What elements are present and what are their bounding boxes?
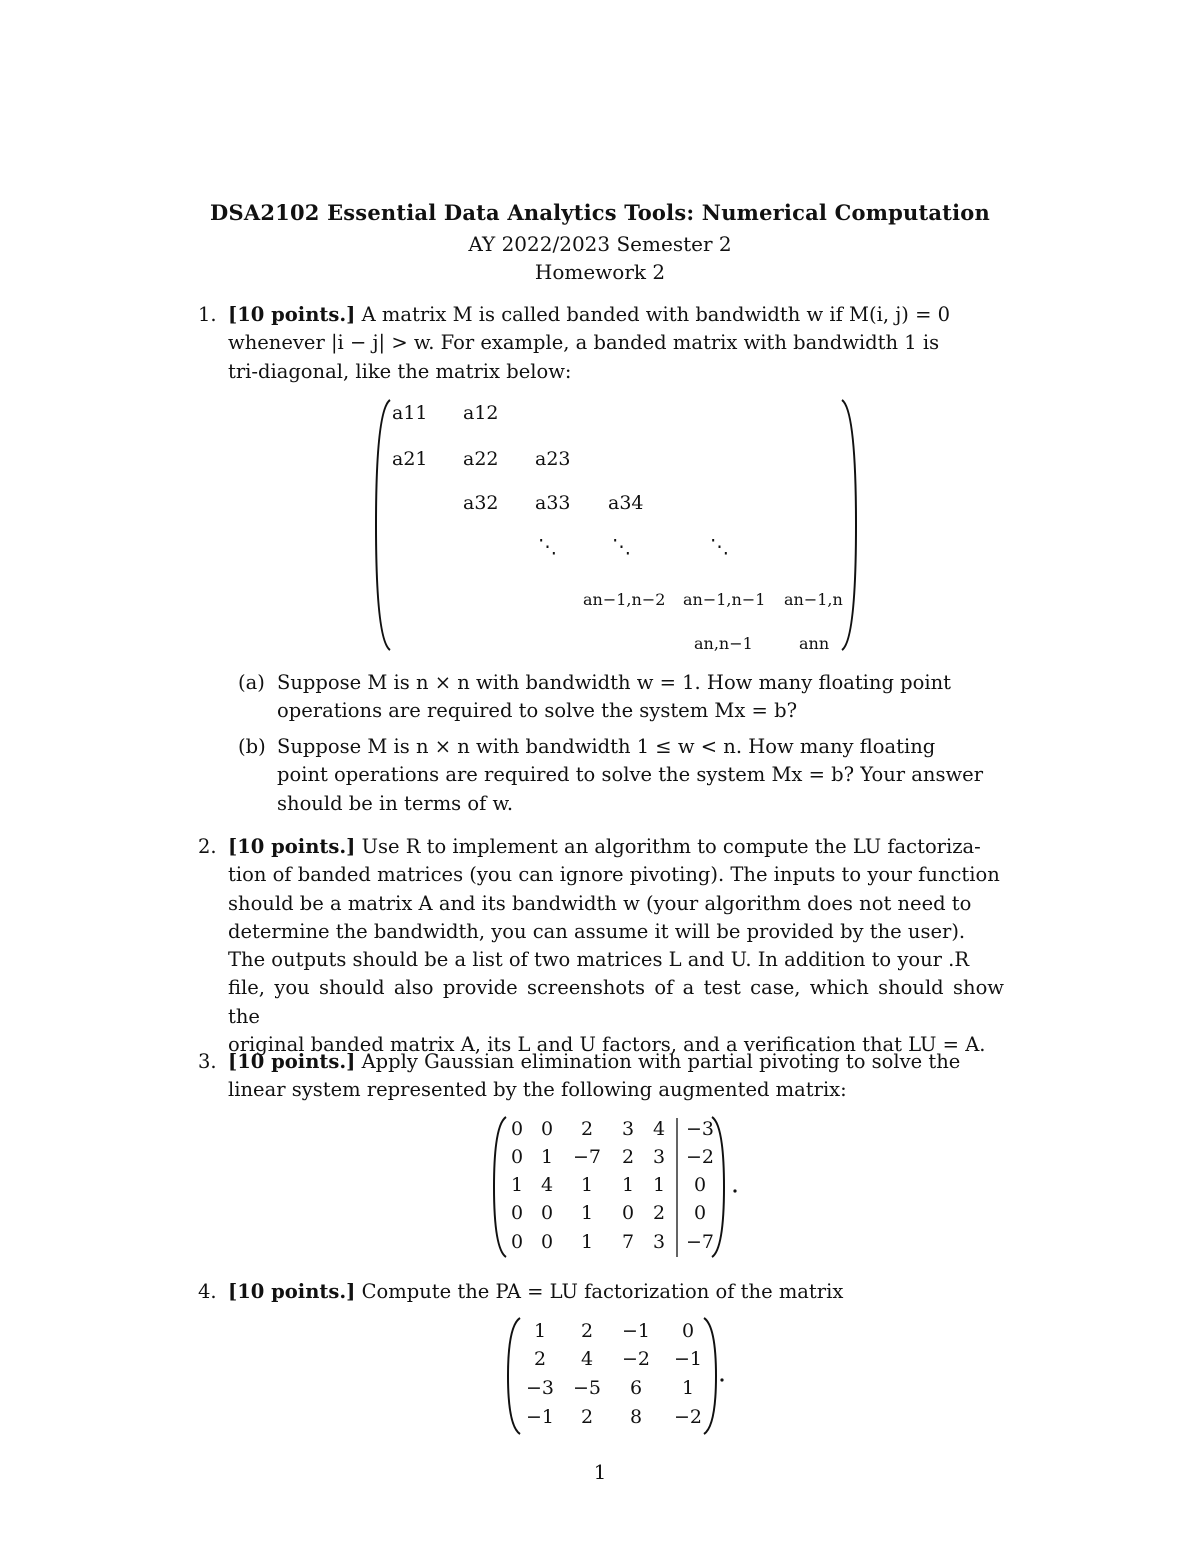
matrix-entry: 0 <box>693 1174 707 1196</box>
right-paren <box>704 1318 716 1434</box>
matrix-entry: −7 <box>572 1146 602 1168</box>
matrix-entry: ann <box>799 634 830 653</box>
text-line: Apply Gaussian elimination with partial pivoting to solve the <box>361 1050 961 1073</box>
text-line: determine the bandwidth, you can assume it will be provided by the user). <box>228 919 966 943</box>
matrix-entry: 3 <box>621 1118 635 1140</box>
matrix-entry: −3 <box>525 1377 555 1399</box>
matrix-entry: 7 <box>621 1231 635 1253</box>
matrix-entry: 6 <box>629 1377 643 1399</box>
matrix-entry: 0 <box>681 1320 695 1342</box>
matrix-entry: 0 <box>510 1118 524 1140</box>
matrix-entry: a23 <box>535 448 571 470</box>
matrix-entry: −7 <box>685 1231 715 1253</box>
matrix-entry: 3 <box>652 1146 666 1168</box>
matrix-entry: 2 <box>580 1320 594 1342</box>
matrix-entry: a11 <box>392 402 428 424</box>
matrix-entry: 1 <box>533 1320 547 1342</box>
matrix-entry: 2 <box>652 1202 666 1224</box>
semester-line: AY 2022/2023 Semester 2 <box>468 232 732 256</box>
text-line: Suppose M is n × n with bandwidth 1 ≤ w < n. How many floating <box>277 735 936 758</box>
matrix-entry: 4 <box>580 1348 594 1370</box>
matrix-entry: 1 <box>580 1231 594 1253</box>
page-number: 1 <box>593 1460 607 1484</box>
question-number: 3. <box>198 1050 217 1073</box>
matrix-entry: 0 <box>540 1118 554 1140</box>
matrix-entry: 0 <box>510 1202 524 1224</box>
text-line: A matrix M is called banded with bandwidth w if M(i, j) = 0 <box>361 303 951 326</box>
left-paren <box>376 400 390 650</box>
matrix-entry: 2 <box>533 1348 547 1370</box>
period-mark <box>720 1378 723 1381</box>
matrix-entry: 0 <box>510 1231 524 1253</box>
diagonal-dots: ⋱ <box>710 536 729 558</box>
matrix-entry: −3 <box>685 1118 715 1140</box>
matrix-entry: 2 <box>621 1146 635 1168</box>
points-label: [10 points.] <box>228 1280 356 1303</box>
matrix-entry: a34 <box>608 492 644 514</box>
text-line: linear system represented by the following augmented matrix: <box>228 1078 847 1102</box>
text-line: operations are required to solve the system Mx = b? <box>277 699 798 723</box>
text-line: original banded matrix A, its L and U factors, and a verification that LU = A. <box>228 1033 986 1057</box>
matrix-entry: 4 <box>540 1174 554 1196</box>
part-label: (a) <box>238 671 265 694</box>
matrix-entry: −2 <box>621 1348 651 1370</box>
text-line: Suppose M is n × n with bandwidth w = 1. How many floating point <box>277 671 951 694</box>
matrix-entry: a22 <box>463 448 499 470</box>
text-line: whenever |i − j| > w. For example, a banded matrix with bandwidth 1 is <box>228 331 940 355</box>
matrix-entry: 3 <box>652 1231 666 1253</box>
right-paren <box>842 400 856 650</box>
matrix-entry: an−1,n−1 <box>683 590 766 609</box>
text-line: should be in terms of w. <box>277 791 514 815</box>
points-label: [10 points.] <box>228 835 356 858</box>
matrix-entry: a33 <box>535 492 571 514</box>
text-line: point operations are required to solve the system Mx = b? Your answer <box>277 763 984 787</box>
matrix-entry: 2 <box>580 1118 594 1140</box>
text-line: tri-diagonal, like the matrix below: <box>228 359 572 383</box>
matrix-entry: a21 <box>392 448 428 470</box>
part-label: (b) <box>238 735 266 758</box>
text-line: Use R to implement an algorithm to compute the LU factoriza- <box>361 835 981 858</box>
left-paren <box>494 1117 506 1257</box>
matrix-entry: 1 <box>540 1146 554 1168</box>
points-label: [10 points.] <box>228 1050 356 1073</box>
matrix-entry: 1 <box>580 1202 594 1224</box>
matrix-entry: an−1,n−2 <box>583 590 666 609</box>
matrix-entry: −5 <box>572 1377 602 1399</box>
homework-line: Homework 2 <box>534 260 666 284</box>
matrix-entry: a12 <box>463 402 499 424</box>
matrix-entry: 1 <box>580 1174 594 1196</box>
question-number: 4. <box>198 1280 217 1303</box>
text-line: tion of banded matrices (you can ignore pivoting). The inputs to your function <box>228 863 1000 887</box>
matrix-entry: −1 <box>673 1348 703 1370</box>
matrix-entry: 8 <box>629 1406 643 1428</box>
text-line: Compute the PA = LU factorization of the matrix <box>361 1280 844 1303</box>
matrix-entry: 0 <box>540 1231 554 1253</box>
matrix-entry: 1 <box>510 1174 524 1196</box>
right-paren <box>712 1117 724 1257</box>
text-line: file, you should also provide screenshots of a test case, which should show the <box>228 976 1004 1028</box>
matrix-entry: 0 <box>621 1202 635 1224</box>
matrix-entry: an,n−1 <box>694 634 753 653</box>
diagonal-dots: ⋱ <box>612 536 631 558</box>
matrix-entry: −2 <box>673 1406 703 1428</box>
question-number: 1. <box>198 303 217 326</box>
matrix-entry: −1 <box>525 1406 555 1428</box>
matrix-entry: an−1,n <box>784 590 843 609</box>
matrix-entry: 2 <box>580 1406 594 1428</box>
matrix-entry: a32 <box>463 492 499 514</box>
question-number: 2. <box>198 835 217 858</box>
text-line: The outputs should be a list of two matrices L and U. In addition to your .R <box>228 948 970 972</box>
matrix-entry: 1 <box>621 1174 635 1196</box>
matrix-entry: −2 <box>685 1146 715 1168</box>
matrix-entry: 0 <box>693 1202 707 1224</box>
text-line: should be a matrix A and its bandwidth w (your algorithm does not need to <box>228 891 972 915</box>
points-label: [10 points.] <box>228 303 356 326</box>
document-title: DSA2102 Essential Data Analytics Tools: Numerical Computation <box>210 200 990 225</box>
matrix-entry: 1 <box>681 1377 695 1399</box>
diagonal-dots: ⋱ <box>538 536 557 558</box>
matrix-entry: 0 <box>510 1146 524 1168</box>
matrix-entry: 1 <box>652 1174 666 1196</box>
left-paren <box>508 1318 520 1434</box>
matrix-entry: 0 <box>540 1202 554 1224</box>
period-mark <box>733 1189 736 1192</box>
matrix-entry: 4 <box>652 1118 666 1140</box>
matrix-entry: −1 <box>621 1320 651 1342</box>
